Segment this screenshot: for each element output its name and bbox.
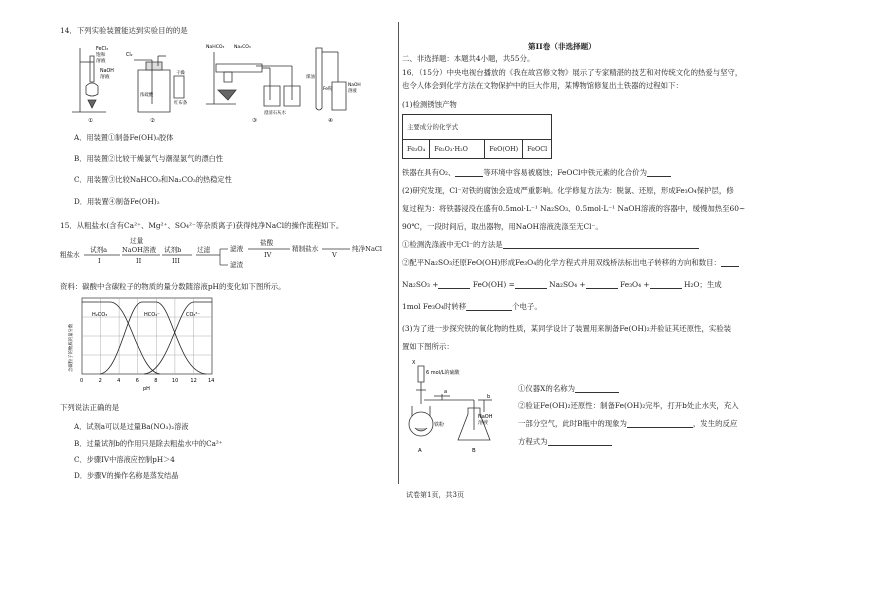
blank-electrons[interactable]: [466, 303, 512, 311]
q16-sub3-line1: (3)为了进一步探究铁的氧化物的性质，某同学设计了装置用来制备Fe(OH)₂并验证其还原性，实验装: [402, 324, 732, 333]
label-fe: Fe粉: [323, 87, 333, 92]
blank-cl-test[interactable]: [503, 241, 699, 249]
flow-step-4: IV: [264, 251, 272, 259]
flow-excess: 过量: [130, 237, 144, 245]
q16-electrons: [402, 302, 542, 311]
electrons-text: 1mol Fe₃O₄时转移: [402, 302, 467, 311]
label-naoh1: NaOH: [100, 69, 114, 74]
rust-products-table: [402, 114, 552, 159]
apparatus-3: [206, 52, 300, 106]
label-fecl3: FeCl₃: [96, 47, 109, 52]
label-naoh4: NaOH: [348, 83, 361, 88]
line-a-2: 等环境中容易被腐蚀；FeOCl中铁元素的化合价为: [483, 168, 647, 177]
flow-final: 纯净NaCl: [352, 245, 383, 253]
q15-ask: 下列说法正确的是: [60, 403, 120, 412]
label-sol1: 溶液: [96, 59, 106, 64]
label-redcloth: 红布条: [174, 101, 188, 106]
q14-option-b: B．用装置②比较干燥氯气与潮湿氯气的漂白性: [74, 154, 224, 163]
q3-1-text: ①仪器X的名称为: [518, 384, 575, 393]
q15-info: 资料：碳酸中含碳粒子的物质的量分数随溶液pH的变化如下图所示。: [60, 282, 286, 291]
q3-2d-text: 方程式为: [518, 437, 548, 446]
q16-sub2-line3: 90℃，一段时间后，取出器物，用NaOH溶液洗涤至无Cl⁻。: [402, 222, 603, 231]
blank-eq-start[interactable]: [721, 259, 739, 267]
apparatus-a: a: [444, 389, 448, 395]
flow-step-5: V: [332, 251, 337, 259]
q3-2c-text: ，发生的反应: [692, 419, 738, 428]
q16-equation: [402, 280, 722, 289]
fig-num-2: ②: [150, 118, 155, 124]
section-title: 第II卷（非选择题）: [528, 42, 596, 51]
circle1-text: ①检测洗涤液中无Cl⁻的方法是: [402, 240, 503, 249]
flow-refined: 精制盐水: [292, 245, 319, 253]
apparatus-label-a: A: [418, 448, 422, 454]
xtick-6: 6: [135, 378, 139, 384]
circle2-text: ②配平Na₂SO₃还原FeO(OH)形成Fe₃O₄的化学方程式并用双线桥法标出电子转移的方向和数目：: [402, 258, 721, 267]
xtick-4: 4: [117, 378, 121, 384]
xtick-8: 8: [154, 378, 158, 384]
flow-reagent-b: 试剂b: [164, 246, 182, 254]
q15-option-c: C．步骤IV中溶液应控制pH＞4: [74, 455, 175, 464]
q15-option-b: B．过量试剂b的作用只是除去粗盐水中的Ca²⁺: [74, 439, 223, 448]
flow-filter: 过滤: [197, 246, 211, 254]
fig-num-1: ①: [88, 118, 93, 124]
flow-step-1: I: [98, 257, 101, 265]
table-cell-4: FeOCl: [523, 140, 552, 159]
line-a-1: 铁器在具有O₂、: [402, 168, 456, 177]
apparatus-naoh: NaOH: [478, 414, 493, 420]
flow-naoh: NaOH溶液: [122, 246, 157, 254]
blank-instrument[interactable]: [575, 385, 619, 393]
q14-stem: 14．下列实验装置能达到实验目的的是: [60, 26, 188, 35]
q16-sub2-line2: 复过程为：将铁器浸没在盛有0.5mol·L⁻¹ Na₂SO₃、0.5mol·L⁻¹ NaOH溶液的容器中，缓慢加热至60~: [402, 204, 746, 213]
q16-circle2: [402, 258, 739, 267]
eq-part-3: Na₂SO₄ +: [549, 280, 586, 289]
q16-line-a: [402, 168, 671, 177]
q14-apparatus-figure: [66, 42, 366, 124]
q14-option-a: A．用装置①制备Fe(OH)₃胶体: [74, 133, 174, 142]
xtick-12: 12: [190, 378, 197, 384]
apparatus-b: b: [487, 394, 491, 400]
q16-line-2: 也令人体会到化学方法在文物保护中的巨大作用，某博物馆修复出土铁器的过程如下：: [402, 81, 683, 90]
label-sat: 饱和: [96, 53, 106, 58]
apparatus-label-b: B: [472, 448, 476, 454]
label-sol4: 溶液: [348, 89, 357, 94]
q15-option-a: A．试剂a可以是过量Ba(NO₃)₂溶液: [74, 422, 189, 431]
label-sol2: 溶液: [100, 75, 110, 80]
flow-residue: 滤渣: [230, 261, 244, 269]
table-cell-2: Fe₂O₃·H₂O: [430, 140, 485, 159]
flow-step-2: II: [136, 257, 142, 265]
q16-sub3-line2: 置如下图所示：: [402, 342, 454, 351]
q14-option-c: C．用装置③比较NaHCO₃和Na₂CO₃的热稳定性: [74, 175, 232, 184]
flow-step-3: III: [172, 257, 180, 265]
label-na2co3: Na₂CO₃: [234, 45, 251, 50]
flow-filtrate: 滤液: [230, 245, 244, 253]
fig-num-4: ④: [328, 118, 333, 124]
section-desc: 二、非选择题：本题共4小题，共55分。: [402, 54, 535, 63]
table-cell-1: Fe₃O₄: [403, 140, 430, 159]
apparatus-acid: 6 mol/L的硫酸: [426, 370, 460, 376]
q16-3-1: [518, 384, 619, 393]
q16-3-2b: [518, 419, 737, 428]
label-limewater: 澄清石灰水: [264, 111, 286, 116]
q15-speciation-chart: [60, 294, 230, 394]
apparatus-4: [316, 48, 346, 110]
eq-part-2: FeO(OH) =: [472, 280, 515, 289]
q16-line-1: 16．（15分）中央电视台播放的《我在故宫修文物》展示了专家精湛的技艺和对传统文化的热爱与坚守，: [402, 68, 743, 77]
label-h2so4: 浓硫酸: [140, 93, 154, 98]
label-dry: 干燥: [176, 71, 185, 76]
table-cell-3: FeO(OH): [485, 140, 523, 159]
flow-reagent-a: 试剂a: [90, 246, 108, 254]
q16-circle1: [402, 240, 699, 249]
xtick-14: 14: [208, 378, 215, 384]
q3-2b-text: 一部分空气，此时B瓶中的现象为: [518, 419, 627, 428]
eq-part-5: H₂O；生成: [683, 280, 722, 289]
blank-coef-5[interactable]: [650, 281, 682, 289]
electrons-suffix: 个电子。: [512, 302, 542, 311]
blank-phenomenon[interactable]: [627, 420, 693, 428]
q15-flowchart: [60, 235, 383, 271]
series-hco3: HCO₃⁻: [144, 312, 160, 318]
q15-stem: 15．从粗盐水(含有Ca²⁺、Mg²⁺、SO₄²⁻等杂质离子)获得纯净NaCl的操作流程如下。: [60, 221, 344, 230]
q16-sub1: (1)检测锈蚀产物: [402, 100, 457, 109]
right-column: [402, 22, 752, 492]
apparatus-x: X: [412, 360, 416, 366]
label-cl2: Cl₂: [126, 53, 133, 58]
blank-coef-4[interactable]: [586, 281, 618, 289]
xtick-10: 10: [171, 378, 179, 384]
flow-start: 粗盐水: [60, 251, 80, 259]
column-divider: [398, 22, 399, 484]
series-h2co3: H₂CO₃: [92, 312, 108, 318]
xtick-2: 2: [98, 378, 102, 384]
blank-env[interactable]: [455, 169, 483, 177]
apparatus-naoh2: 溶液: [478, 420, 489, 426]
xtick-0: 0: [80, 378, 84, 384]
chart-ylabel: 含碳粒子的物质的量分数: [69, 323, 74, 372]
blank-reaction[interactable]: [548, 438, 612, 446]
eq-part-1: Na₂SO₃ +: [402, 280, 439, 289]
q16-3-2a: ②验证Fe(OH)₂还原性：制备Fe(OH)₂完毕，打开b处止水夹，充入: [518, 401, 739, 410]
blank-coef-3[interactable]: [515, 281, 547, 289]
q16-3-2d: [518, 437, 612, 446]
fig-num-3: ③: [252, 118, 257, 124]
blank-valence[interactable]: [647, 169, 671, 177]
eq-part-4: Fe₃O₄ +: [619, 280, 650, 289]
series-co3: CO₃²⁻: [186, 312, 201, 318]
chart-xlabel: pH: [143, 386, 150, 392]
table-header: 主要成分的化学式: [403, 115, 552, 140]
left-column: [60, 22, 390, 492]
label-nahco3: NaHCO₃: [206, 45, 225, 50]
label-kerosene: 煤油: [306, 75, 315, 80]
blank-coef-2[interactable]: [438, 281, 470, 289]
fe-oh2-apparatus: [402, 360, 512, 456]
q14-option-d: D．用装置④制备Fe(OH)₂: [74, 197, 160, 206]
flow-hcl: 盐酸: [260, 239, 274, 247]
q15-option-d: D．步骤V的操作名称是蒸发结晶: [74, 471, 179, 480]
apparatus-iron: 铁粉: [434, 422, 445, 428]
q16-sub2-line1: (2)研究发现，Cl⁻对铁的腐蚀会造成严重影响。化学修复方法为：脱氯、还原，形成Fe₃O₄保护层，修: [402, 186, 734, 195]
page-footer: 试卷第1页，共3页: [406, 491, 464, 499]
